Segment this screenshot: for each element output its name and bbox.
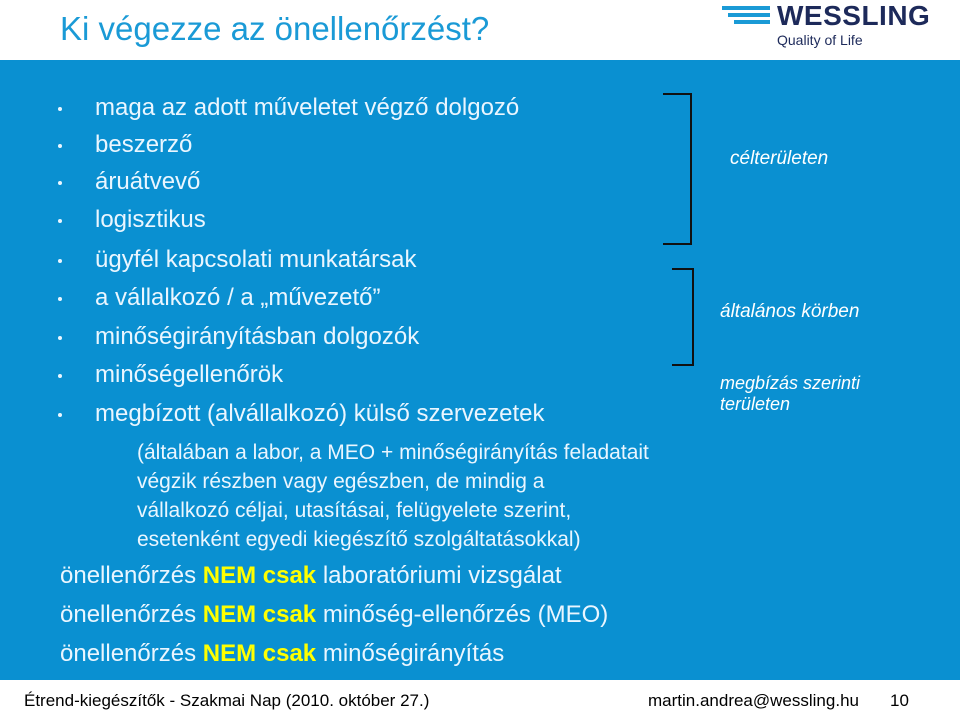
logo-tagline: Quality of Life [777,32,863,48]
bullet-dot-icon [58,413,62,417]
note-line: (általában a labor, a MEO + minőségirányítás feladatait [137,441,649,464]
slide-title: Ki végezze az önellenőrzést? [60,10,490,47]
label-target-area: célterületen [730,148,829,169]
note-line: vállalkozó céljai, utasításai, felügyelete szerint, [137,499,572,522]
emphasis-text: NEM csak [202,601,317,628]
bullet-dot-icon [58,144,62,148]
bullet-dot-icon [58,374,62,378]
bullet-dot-icon [58,259,62,263]
target-area-bracket [663,93,692,245]
wessling-logo [722,2,948,48]
selfcheck-line: önellenőrzés NEM csak laboratóriumi vizsgálat [60,562,562,589]
emphasis-text: NEM csak [202,640,317,667]
label-assigned-area: megbízás szerinti területen [720,373,861,414]
page-number: 10 [890,691,909,710]
emphasis-text: NEM csak [202,562,317,589]
bullet-dot-icon [58,181,62,185]
note-line: végzik részben vagy egészben, de mindig a [137,470,545,493]
slide-footer [0,680,960,710]
footer-email[interactable]: martin.andrea@wessling.hu [648,691,859,710]
note-line: esetenként egyedi kiegészítő szolgáltatásokkal) [137,528,581,551]
bullet-dot-icon [58,219,62,223]
logo-wordmark: WESSLING [777,0,931,31]
subcontractor-note [137,438,737,554]
bullet-dot-icon [58,297,62,301]
content-panel: maga az adott műveletet végző dolgozó beszerző áruátvevő logisztikus ügyfél kapcsolati munkatársak a vállalkozó / a „művezető” minőségirányításban dolgozók minőségellenőrök megbízott (alvállalkozó) külső szervezetek (általában a labor, a MEO + minőségirányítás feladatait végzik részben vagy egészben, de mindig a vállalkozó céljai, utasításai, felügyelete szerint, esetenként egyedi kiegészítő szolgáltatásokkal) önellenőrzés NEM csak laboratóriumi vizsgálat önellenőrzés NEM csak minőség-ellenőrzés (MEO) önellenőrzés NEM csak minőségirányítás célterületen általános körben megbízás szerinti területen [0,60,960,680]
selfcheck-line: önellenőrzés NEM csak minőség-ellenőrzés (MEO) [60,601,609,628]
label-general-scope: általános körben [720,301,860,322]
general-scope-bracket [672,268,694,366]
bullet-dot-icon [58,336,62,340]
bullet-dot-icon [58,107,62,111]
wessling-logo-mark-icon [722,6,770,24]
footer-event: Étrend-kiegészítők - Szakmai Nap (2010. október 27.) [24,691,430,710]
selfcheck-line: önellenőrzés NEM csak minőségirányítás [60,640,505,667]
